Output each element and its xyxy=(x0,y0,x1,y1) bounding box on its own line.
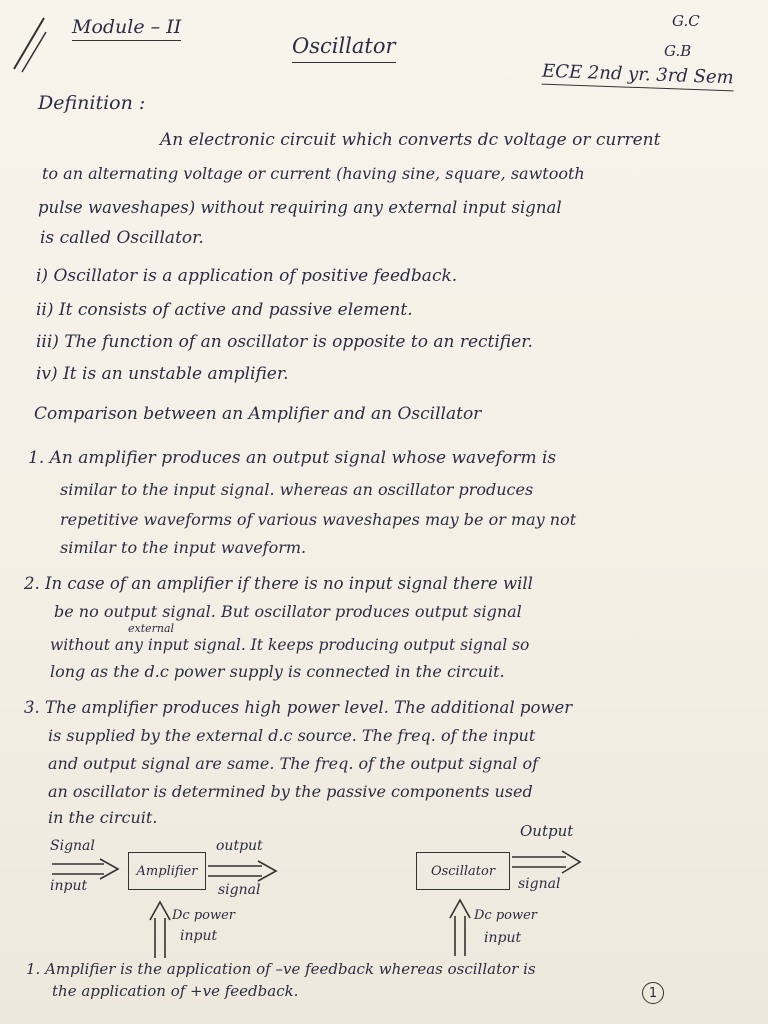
osc-dc-arrow xyxy=(448,898,472,958)
definition-line-1: An electronic circuit which converts dc voltage or current xyxy=(160,130,661,150)
initials-top: G.C xyxy=(672,12,700,30)
item2-insert: external xyxy=(128,622,175,635)
amp-dc-label: Dc power xyxy=(172,908,236,923)
definition-line-3: pulse waveshapes) without requiring any external input signal xyxy=(38,198,562,217)
definition-line-2: to an alternating voltage or current (having sine, square, sawtooth xyxy=(42,164,585,183)
amp-output-arrow xyxy=(206,860,278,882)
osc-signal-label: signal xyxy=(518,876,561,892)
oscillator-box: Oscillator xyxy=(416,852,510,890)
course-label: ECE 2nd yr. 3rd Sem xyxy=(542,61,734,92)
osc-dc-label: Dc power xyxy=(474,908,538,923)
item3-line-1: 3. The amplifier produces high power level. The additional power xyxy=(24,698,573,717)
comparison-heading: Comparison between an Amplifier and an Oscillator xyxy=(34,404,482,424)
osc-output-arrow xyxy=(510,850,582,874)
definition-heading: Definition : xyxy=(38,92,146,114)
amp-dc-input-label: input xyxy=(180,928,218,944)
item1-line-4: similar to the input waveform. xyxy=(60,538,307,557)
page-title: Oscillator xyxy=(292,34,396,63)
point-1: i) Oscillator is a application of positive feedback. xyxy=(36,266,458,286)
item2-line-3: without any input signal. It keeps producing output signal so xyxy=(50,636,530,654)
osc-output-label: Output xyxy=(520,822,574,840)
item3-line-3: and output signal are same. The freq. of the output signal of xyxy=(48,754,539,773)
definition-line-4: is called Oscillator. xyxy=(40,228,204,248)
amp-signal-label: Signal xyxy=(50,838,95,854)
amp-output-label: output xyxy=(216,838,263,854)
item3-line-2: is supplied by the external d.c source. The freq. of the input xyxy=(48,726,536,745)
item1-line-1: 1. An amplifier produces an output signal whose waveform is xyxy=(28,448,557,468)
footer-line-2: the application of +ve feedback. xyxy=(52,982,299,1000)
point-4: iv) It is an unstable amplifier. xyxy=(36,364,289,384)
amp-input-label: input xyxy=(50,878,88,894)
item2-line-4: long as the d.c power supply is connected in the circuit. xyxy=(50,662,505,681)
amp-dc-arrow xyxy=(148,900,172,960)
page-number: 1 xyxy=(642,982,664,1004)
osc-dc-input-label: input xyxy=(484,930,522,946)
item3-line-4: an oscillator is determined by the passive components used xyxy=(48,782,533,801)
footer-line-1: 1. Amplifier is the application of –ve feedback whereas oscillator is xyxy=(26,960,536,978)
margin-stroke xyxy=(8,14,48,74)
initials: G.B xyxy=(664,42,692,60)
item1-line-2: similar to the input signal. whereas an oscillator produces xyxy=(60,480,534,499)
item1-line-3: repetitive waveforms of various waveshapes may be or may not xyxy=(60,510,577,529)
item3-line-5: in the circuit. xyxy=(48,808,158,827)
amplifier-box: Amplifier xyxy=(128,852,206,890)
item2-line-2: be no output signal. But oscillator produces output signal xyxy=(54,602,522,621)
amp-output-signal-label: signal xyxy=(218,882,261,898)
amp-input-arrow xyxy=(50,858,120,880)
point-2: ii) It consists of active and passive element. xyxy=(36,300,413,320)
point-3: iii) The function of an oscillator is opposite to an rectifier. xyxy=(36,332,533,352)
module-label: Module – II xyxy=(72,16,181,41)
item2-line-1: 2. In case of an amplifier if there is no input signal there will xyxy=(24,574,533,593)
